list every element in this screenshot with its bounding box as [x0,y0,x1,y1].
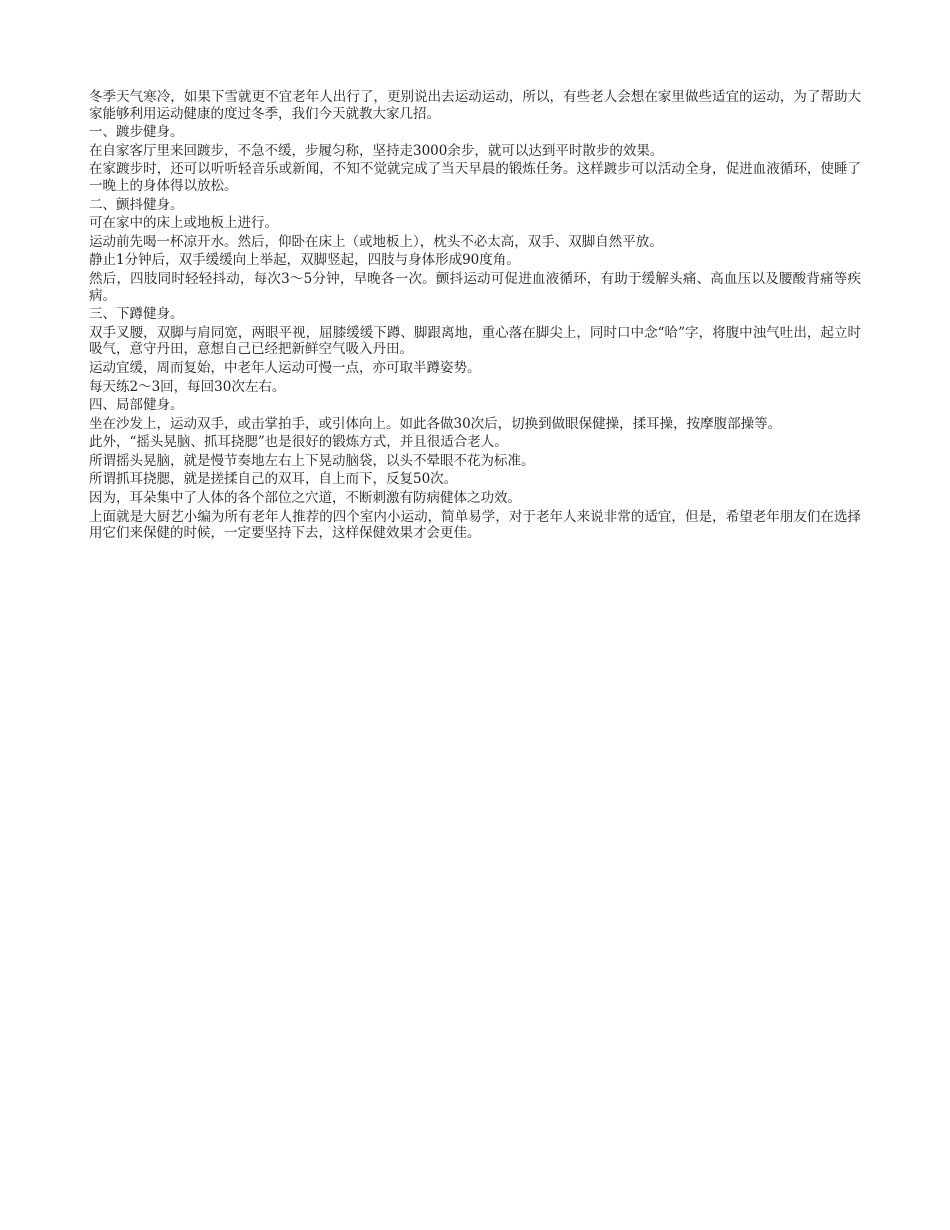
paragraph: 然后，四肢同时轻轻抖动，每次3～5分钟，早晚各一次。颤抖运动可促进血液循环，有助于缓解头痛、高血压以及腰酸背痛等疾病。 [89,270,861,304]
paragraph: 运动宜缓，周而复始，中老年人运动可慢一点，亦可取半蹲姿势。 [89,359,481,376]
section-heading-pacing: 一、踱步健身。 [89,124,184,141]
intro-paragraph: 冬季天气寒冷，如果下雪就更不宜老年人出行了，更别说出去运动运动，所以，有些老人会想在家里做些适宜的运动，为了帮助大家能够利用运动健康的度过冬季，我们今天就教大家几招。 [89,89,861,122]
paragraph: 每天练2～3回，每回30次左右。 [89,378,286,395]
paragraph: 在自家客厅里来回踱步，不急不缓，步履匀称，坚持走3000余步，就可以达到平时散步的效果。 [89,142,664,159]
section-heading-shaking: 二、颤抖健身。 [89,196,184,213]
closing-paragraph: 上面就是大厨艺小编为所有老年人推荐的四个室内小运动，简单易学，对于老年人来说非常的适宜，但是，希望老年朋友们在选择用它们来保健的时候，一定要坚持下去，这样保健效果才会更佳。 [89,508,861,542]
paragraph: 因为，耳朵集中了人体的各个部位之穴道，不断刺激有防病健体之功效。 [89,490,521,507]
paragraph: 运动前先喝一杯凉开水。然后，仰卧在床上（或地板上），枕头不必太高，双手、双脚自然平放。 [89,233,663,250]
section-heading-squatting: 三、下蹲健身。 [89,306,184,323]
section-heading-local: 四、局部健身。 [89,397,184,414]
paragraph: 此外，“摇头晃脑、抓耳挠腮”也是很好的锻炼方式，并且很适合老人。 [89,434,508,451]
paragraph: 静止1分钟后，双手缓缓向上举起，双脚竖起，四肢与身体形成90度角。 [89,252,520,269]
document-body [89,89,861,544]
paragraph: 在家踱步时，还可以听听轻音乐或新闻，不知不觉就完成了当天早晨的锻炼任务。这样踱步可以活动全身，促进血液循环，使睡了一晚上的身体得以放松。 [89,161,861,194]
paragraph: 所谓摇头晃脑，就是慢节奏地左右上下晃动脑袋，以头不晕眼不花为标准。 [89,452,535,469]
paragraph: 所谓抓耳挠腮，就是搓揉自己的双耳，自上而下，反复50次。 [89,471,458,488]
paragraph: 坐在沙发上，运动双手，或击掌拍手，或引体向上。如此各做30次后，切换到做眼保健操，揉耳操，按摩腹部操等。 [89,415,782,432]
paragraph: 双手叉腰，双脚与肩同宽，两眼平视，屈膝缓缓下蹲、脚跟离地，重心落在脚尖上，同时口中念“哈”字，将腹中浊气吐出，起立时吸气，意守丹田，意想自己已经把新鲜空气吸入丹田。 [89,324,861,358]
paragraph: 可在家中的床上或地板上进行。 [89,215,278,232]
